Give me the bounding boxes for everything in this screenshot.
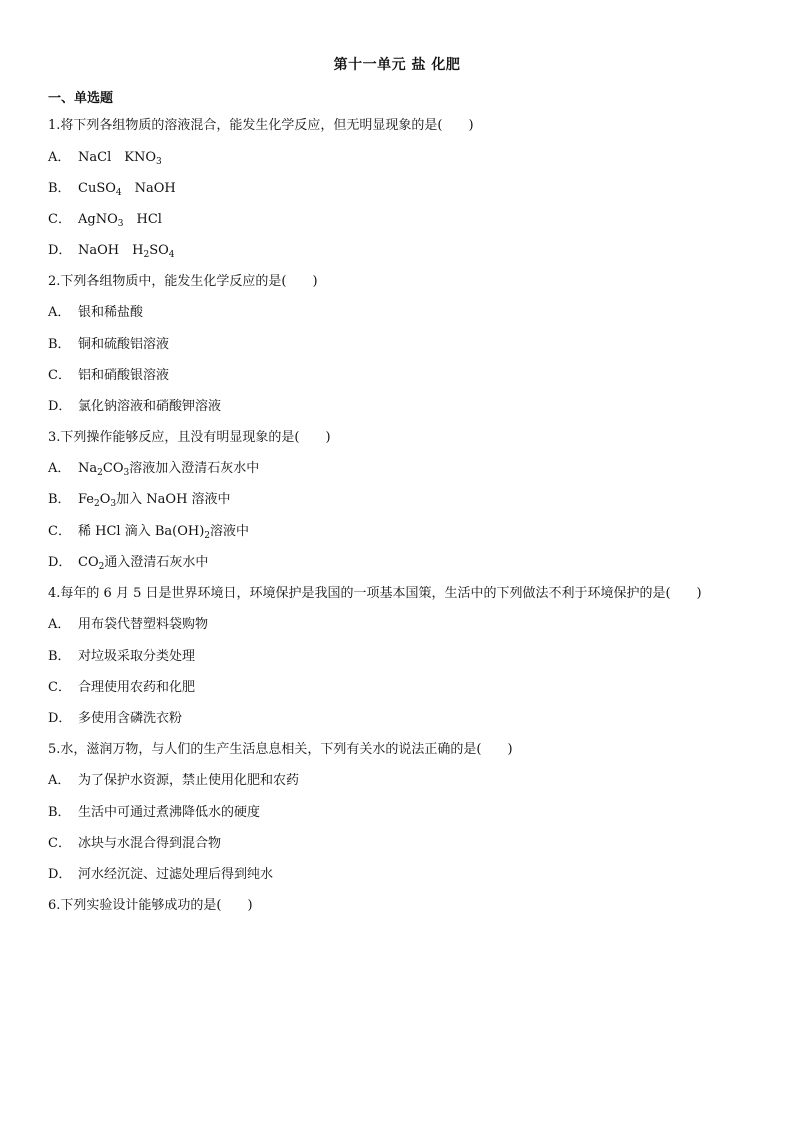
option <box>48 149 162 167</box>
option-letter: B． <box>48 649 71 664</box>
option-text: 合理使用农药和化肥 <box>78 680 196 695</box>
option <box>48 367 169 385</box>
option-letter: A． <box>48 617 71 632</box>
option <box>48 460 259 478</box>
question-stem: 4.每年的 6 月 5 日是世界环境日，环境保护是我国的一项基本国策，生活中的下列做法不利于环境保护的是( ) <box>48 586 702 601</box>
option-letter: A． <box>48 150 71 165</box>
option <box>48 835 221 853</box>
option <box>48 180 176 198</box>
option-letter: D． <box>48 399 72 414</box>
option-letter: B． <box>48 492 71 507</box>
option <box>48 242 175 260</box>
option <box>48 772 299 790</box>
option-text: 铝和硝酸银溶液 <box>78 368 170 383</box>
option-letter: D． <box>48 243 72 258</box>
option-letter: B． <box>48 805 71 820</box>
option-letter: B． <box>48 181 71 196</box>
option <box>48 304 143 322</box>
option-text: $CO_2$通入澄清石灰水中 <box>78 555 209 572</box>
option <box>48 554 208 572</box>
option-text: 为了保护水资源，禁止使用化肥和农药 <box>78 773 300 788</box>
section-heading: 一、单选题 <box>48 91 114 106</box>
option-text: AgNO$_3$ HCl <box>78 212 162 229</box>
option-text: 多使用含磷洗衣粉 <box>78 711 183 726</box>
question-stem: 1.将下列各组物质的溶液混合，能发生化学反应，但无明显现象的是( ) <box>48 118 474 133</box>
option-letter: C． <box>48 836 71 851</box>
option-text: 氯化钠溶液和硝酸钾溶液 <box>78 399 222 414</box>
option-letter: B． <box>48 337 71 352</box>
option-letter: A． <box>48 305 71 320</box>
option-letter: C． <box>48 368 71 383</box>
option-text: 对垃圾采取分类处理 <box>78 649 196 664</box>
option-text: 用布袋代替塑料袋购物 <box>78 617 209 632</box>
option-text: 铜和硫酸铝溶液 <box>78 337 170 352</box>
option <box>48 523 249 541</box>
option <box>48 491 231 509</box>
option-letter: D． <box>48 867 72 882</box>
option-text: 稀 HCl 滴入 $Ba(OH)_2$溶液中 <box>78 524 250 541</box>
question-stem: 3.下列操作能够反应，且没有明显现象的是( ) <box>48 430 331 445</box>
option-text: NaCl $KNO_3$ <box>78 150 162 167</box>
option <box>48 211 162 229</box>
option <box>48 398 221 416</box>
question-stem: 5.水，滋润万物，与人们的生产生活息息相关，下列有关水的说法正确的是( ) <box>48 742 513 757</box>
option-letter: A． <box>48 461 71 476</box>
option-letter: D． <box>48 555 72 570</box>
option-text: $Na_2CO_3$溶液加入澄清石灰水中 <box>78 461 260 478</box>
option-text: NaOH $H_2SO_4$ <box>78 243 175 260</box>
option-text: 生活中可通过煮沸降低水的硬度 <box>78 805 261 820</box>
option <box>48 616 208 634</box>
page-title: 第十一单元 盐 化肥 <box>333 57 461 73</box>
option <box>48 866 273 884</box>
option-letter: A． <box>48 773 71 788</box>
option <box>48 336 169 354</box>
option-text: 银和稀盐酸 <box>78 305 144 320</box>
option <box>48 804 260 822</box>
option-letter: C． <box>48 212 71 227</box>
option-text: 河水经沉淀、过滤处理后得到纯水 <box>78 867 274 882</box>
question-stem: 6.下列实验设计能够成功的是( ) <box>48 898 253 913</box>
option-text: 冰块与水混合得到混合物 <box>78 836 222 851</box>
option-text: CuSO$_4$ NaOH <box>78 181 176 198</box>
option-text: $Fe_2O_3$加入 NaOH 溶液中 <box>78 492 231 509</box>
option-letter: C． <box>48 680 71 695</box>
option-letter: D． <box>48 711 72 726</box>
option-letter: C． <box>48 524 71 539</box>
question-stem: 2.下列各组物质中，能发生化学反应的是( ) <box>48 274 318 289</box>
option <box>48 679 195 697</box>
option <box>48 648 195 666</box>
option <box>48 710 182 728</box>
